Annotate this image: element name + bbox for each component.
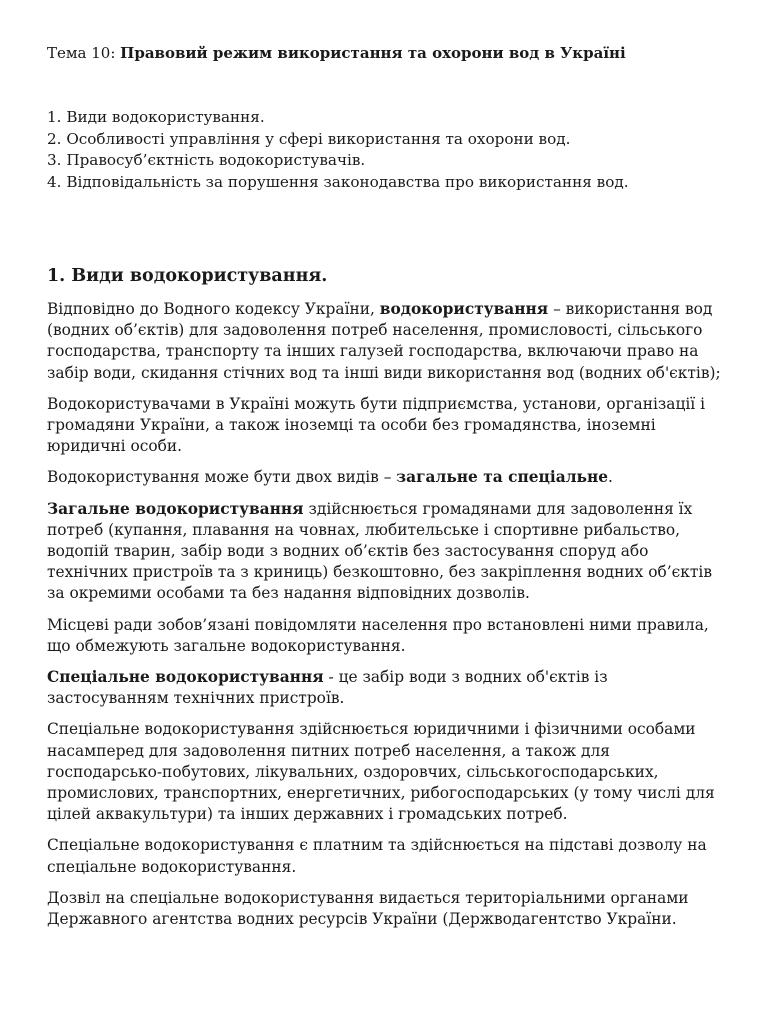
text-run: здійснюється громадянами для задоволення їх потреб (купання, плавання на човнах, любительське і спортивне рибальство, водопій тварин, забір води з водних об’єктів без застосування споруд або технічних пристроїв та з криниць) безкоштовно, без закріплення водних об’єктів за окремими особами та без надання відповідних дозволів.: [47, 499, 712, 603]
topic-title: [47, 43, 626, 63]
section-heading: 1. Види водокористування.: [47, 266, 328, 286]
topic-prefix: Тема 10:: [47, 44, 121, 62]
text-run: - це забір води з водних об'єктів із застосуванням технічних пристроїв.: [47, 668, 608, 708]
text-run: Водокористування може бути двох видів –: [47, 468, 397, 487]
bold-term: Спеціальне водокористування: [47, 668, 324, 687]
text-run: – використання вод (водних об’єктів) для задоволення потреб населення, промисловості, сільського господарства, транспорту та інших галузей господарства, включаючи право на забір води, скидання стічних вод та інші види використання вод (водних об'єктів);: [47, 300, 721, 382]
text-run: Відповідно до Водного кодексу України,: [47, 300, 380, 318]
paragraph-special-use-paid: Спеціальне водокористування є платним та здійснюється на підставі дозволу на спеціальне водокористування.: [47, 836, 707, 876]
paragraph-special-use-subjects: Спеціальне водокористування здійснюється юридичними і фізичними особами насамперед для задоволення питних потреб населення, а також для господарсько-побутових, лікувальних, оздоровчих, сільськогосподарських, промислових, транспортних, енергетичних, рибогосподарських (у тому числі для цілей аквакультури) та інших державних і громадських потреб.: [47, 720, 715, 824]
bold-term: загальне та спеціальне: [396, 468, 609, 487]
section-body: [47, 299, 727, 940]
outline-item: 1. Види водокористування.: [47, 108, 265, 126]
paragraph-types: [47, 467, 727, 488]
paragraph-permit: Дозвіл на спеціальне водокористування видається територіальними органами Державного агентства водних ресурсів України (Держводагентство України.: [47, 888, 689, 929]
text-run: .: [608, 468, 613, 487]
topic-name: Правовий режим використання та охорони вод в Україні: [120, 44, 626, 62]
outline-item: 4. Відповідальність за порушення законодавства про використання вод.: [47, 172, 629, 191]
bold-term: Загальне водокористування: [47, 499, 304, 518]
outline-item: 2. Особливості управління у сфері використання та охорони вод.: [47, 129, 571, 148]
bold-term: водокористування: [379, 300, 549, 318]
paragraph-water-users: Водокористувачами в Україні можуть бути підприємства, установи, організації і громадяни України, а також іноземці та особи без громадянства, іноземні юридичні особи.: [47, 394, 705, 456]
paragraph-local-councils: Місцеві ради зобов’язані повідомляти населення про встановлені ними правила, що обмежують загальне водокористування.: [47, 615, 709, 655]
paragraph-special-use: [47, 667, 727, 709]
outline-item: 3. Правосуб’єктність водокористувачів.: [47, 151, 366, 169]
topic-outline: [47, 107, 629, 193]
paragraph-general-use: [47, 499, 727, 605]
paragraph-definition: [47, 299, 727, 384]
